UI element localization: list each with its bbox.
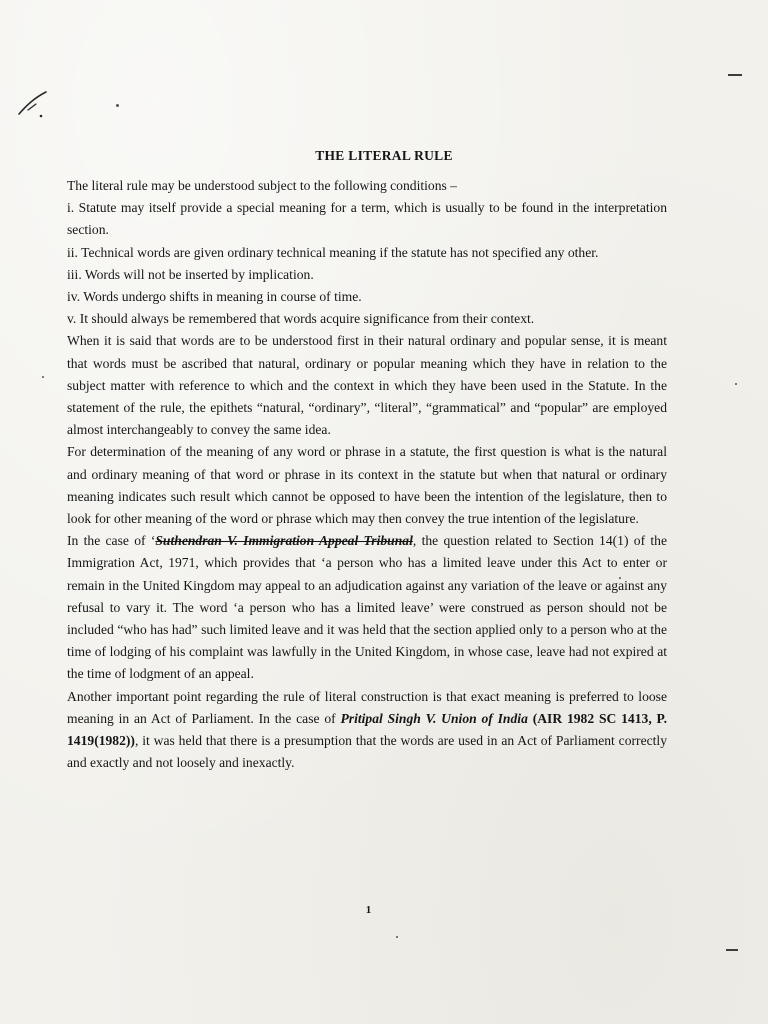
scan-speck	[42, 376, 44, 378]
scan-speck	[735, 383, 737, 385]
scan-edge-mark	[726, 949, 738, 951]
suthendran-case-paragraph	[67, 530, 667, 685]
condition-item-5: v. It should always be remembered that words acquire significance from their context.	[67, 311, 535, 327]
document-body	[67, 175, 667, 774]
case-lead-text: In the case of ‘	[67, 533, 156, 549]
condition-item-3: iii. Words will not be inserted by implication.	[67, 266, 314, 282]
condition-item-4: iv. Words undergo shifts in meaning in course of time.	[67, 289, 362, 305]
natural-sense-paragraph: When it is said that words are to be understood first in their natural ordinary and popular sense, it is meant that words must be ascribed that natural, ordinary or popular meaning which they have in relation to the subject matter with reference to which and the context in which they have been used in the Statute. In the statement of the rule, the epithets “natural, “ordinary”, “literal”, “grammatical” and “popular” are employed almost interchangeably to convey the same idea.	[67, 333, 667, 438]
condition-item-2: ii. Technical words are given ordinary technical meaning if the statute has not specified any other.	[67, 244, 599, 260]
case-name: Suthendran V. Immigration Appeal Tribunal	[155, 533, 413, 549]
case-citation: (AIR 1982 SC 1413, P. 1419(1982))	[67, 710, 667, 749]
scan-speck	[396, 936, 398, 938]
determination-paragraph: For determination of the meaning of any word or phrase in a statute, the first question is what is the natural and ordinary meaning of that word or phrase in its context in the statute but when that natural or ordinary meaning indicates such result which cannot be opposed to have been the intention of the legislature, then to look for other meaning of the word or phrase which may then convey the true intention of the legislature.	[67, 444, 667, 527]
pen-mark-icon	[16, 86, 64, 120]
document-title: THE LITERAL RULE	[315, 148, 453, 163]
case-name: Pritipal Singh V. Union of India	[340, 710, 528, 726]
scan-edge-mark	[728, 74, 742, 76]
condition-item-1: i. Statute may itself provide a special meaning for a term, which is usually to be found in the interpretation section.	[67, 200, 667, 238]
case-body-text: , the question related to Section 14(1) of the Immigration Act, 1971, which provides that ‘a person who has a limited leave under this Act to enter or remain in the United Kingdom may appeal to an adjudication against any variation of the leave or against any refusal to vary it. The word ‘a person who has a limited leave’ were construed as person should not be included “who has had” such limited leave and it was held that the section applied only to a person who at the time of lodging of his complaint was lawfully in the United Kingdom, in whose case, leave had not expired at the time of lodgment of an appeal.	[67, 533, 667, 682]
page-number: 1	[365, 904, 372, 916]
scan-speck	[116, 104, 119, 107]
case-body-text: , it was held that there is a presumption that the words are used in an Act of Parliament correctly and exactly and not loosely and inexactly.	[67, 733, 667, 771]
case-lead-text: Another important point regarding the rule of literal construction is that exact meaning is preferred to loose meaning in an Act of Parliament. In the case of	[67, 688, 667, 726]
pritipal-case-paragraph	[67, 686, 667, 775]
intro-paragraph: The literal rule may be understood subject to the following conditions –	[67, 178, 457, 193]
